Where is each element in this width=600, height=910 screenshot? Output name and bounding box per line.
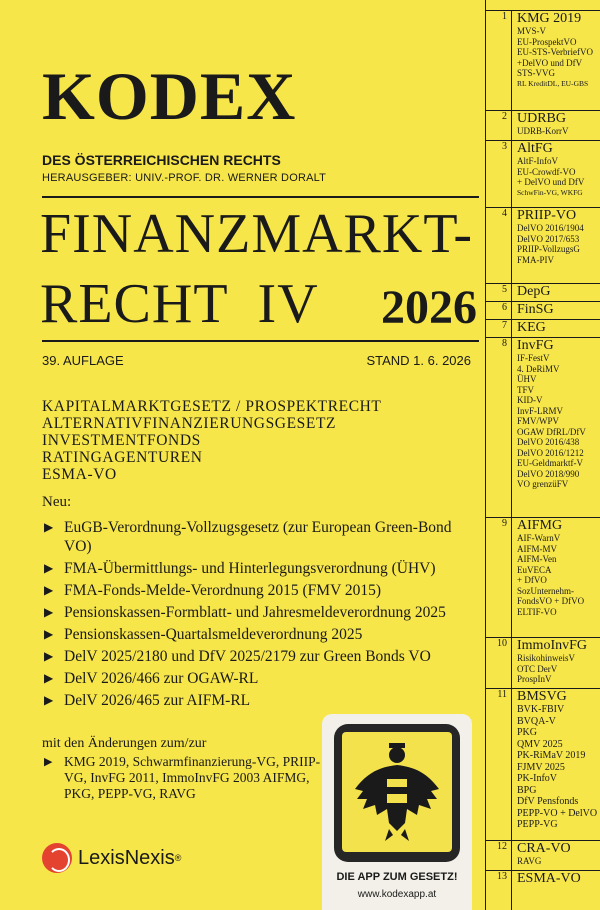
register-tab[interactable] — [486, 637, 600, 688]
new-item-text: EuGB-Verordnung-Vollzugsgesetz (zur European Green-Bond VO) — [64, 519, 452, 555]
new-item-text: Pensionskassen-Formblatt- und Jahresmeldeverordnung 2025 — [64, 604, 446, 621]
new-item-text: Pensionskassen-Quartalsmeldeverordnung 2025 — [64, 626, 363, 643]
edition: 39. AUFLAGE — [42, 353, 124, 368]
register-tab-item: OGAW DfRL/DfV — [517, 426, 586, 437]
register-tab[interactable] — [486, 840, 600, 870]
app-promo-card[interactable] — [322, 714, 472, 910]
register-tab-number: 9 — [502, 518, 507, 529]
brand-subtitle: DES ÖSTERREICHISCHEN RECHTS — [42, 152, 281, 168]
stand-date: STAND 1. 6. 2026 — [366, 353, 471, 368]
register-tab-item: DfV Pensfonds — [517, 796, 579, 807]
register-tab-title: AIFMG — [517, 518, 563, 533]
bullet-icon: ▶ — [44, 649, 54, 663]
register-tab-item: EU-Geldmarktf-V — [517, 458, 583, 468]
register-tab[interactable] — [486, 337, 600, 517]
register-tab-number: 7 — [502, 320, 507, 331]
register-tab-item: DelVO 2016/438 — [517, 437, 580, 447]
register-tab-body — [511, 841, 600, 870]
topic: KAPITALMARKTGESETZ / PROSPEKTRECHT — [42, 398, 382, 415]
register-tab-number: 5 — [502, 284, 507, 295]
publisher-logo — [42, 843, 181, 873]
editor-line: HERAUSGEBER: UNIV.-PROF. DR. WERNER DORALT — [42, 172, 327, 184]
book-title-line2: RECHT IV — [40, 273, 319, 335]
bullet-icon: ▶ — [44, 693, 54, 707]
title-rule — [42, 340, 479, 342]
new-item — [42, 691, 472, 710]
register-tab-title: KMG 2019 — [517, 11, 582, 26]
register-tab-item: STS-VVG — [517, 68, 556, 78]
register-tab-item: DelVO 2017/653 — [517, 233, 580, 244]
new-label: Neu: — [42, 494, 72, 510]
bullet-icon: ▶ — [44, 583, 54, 597]
register-tab-item: PRIIP-VollzugsG — [517, 244, 580, 254]
register-tab-item: PKG — [517, 727, 538, 738]
register-tab[interactable] — [486, 870, 600, 910]
register-tab-item: BPG — [517, 784, 537, 796]
registered-mark: ® — [174, 853, 182, 863]
new-item — [42, 647, 472, 666]
register-tab[interactable] — [486, 517, 600, 637]
bullet-icon: ▶ — [44, 605, 54, 619]
register-tab-title: FinSG — [517, 302, 554, 317]
register-tab-title: ESMA-VO — [517, 871, 581, 886]
register-tab-body — [511, 284, 600, 301]
register-tab-item: + DelVO und DfV — [517, 177, 585, 187]
register-tab[interactable] — [486, 207, 600, 283]
register-tab-item: AIFM-Ven — [517, 554, 557, 564]
topics-list — [42, 398, 382, 483]
changes-text: KMG 2019, Schwarmfinanzierung-VG, PRIIP-VG, InvFG 2011, ImmoInvFG 2003 AIFMG, PKG, PEPP-VG, RAVG — [64, 754, 321, 801]
bullet-icon: ▶ — [44, 627, 54, 641]
new-item — [42, 625, 472, 644]
app-url-link[interactable]: www.kodexapp.at — [357, 889, 437, 900]
new-item-text: FMA-Übermittlungs- und Hinterlegungsverordnung (ÜHV) — [64, 560, 436, 577]
register-tab-body — [511, 338, 600, 517]
register-tab-item: AIFM-MV — [517, 543, 558, 554]
new-item-text: FMA-Fonds-Melde-Verordnung 2015 (FMV 2015) — [64, 582, 382, 599]
register-tab-item: OTC DerV — [517, 663, 558, 674]
register-tab[interactable] — [486, 301, 600, 319]
register-tab-item: RAVG — [517, 856, 542, 866]
register-tab-item: InvF-LRMV — [517, 405, 564, 416]
register-tab[interactable] — [486, 140, 600, 207]
top-rule — [42, 196, 479, 198]
lexisnexis-logo-icon — [42, 843, 72, 873]
register-tab-item: SozUnternehm- — [517, 585, 574, 596]
register-tab-item: AltF-InfoV — [517, 156, 558, 166]
register-tab-number: 6 — [502, 302, 507, 313]
register-tab-item: EU-ProspektVO — [517, 36, 577, 47]
register-tab-body — [511, 871, 600, 910]
register-tab-item: FMV/WPV — [517, 416, 560, 426]
register-tab-title: PRIIP-VO — [517, 208, 577, 223]
register-tab-body — [511, 638, 600, 688]
register-tab-item: 4. DeRiMV — [517, 363, 560, 374]
register-tab-item: EU-Crowdf-VO — [517, 166, 576, 177]
register-tab-title: AltFG — [517, 141, 553, 156]
register-tab-item: MVS-V — [517, 26, 547, 36]
register-tab-number: 2 — [502, 111, 507, 122]
register-tab-item: + DfVO — [517, 575, 547, 585]
new-item-text: DelV 2025/2180 und DfV 2025/2179 zur Green Bonds VO — [64, 648, 431, 665]
brand-title: KODEX — [42, 58, 297, 134]
register-tab-item: RL KreditDL, EU-GBS — [517, 78, 589, 88]
register-tab-body — [511, 208, 600, 283]
register-tab-item: IF-FestV — [517, 353, 550, 363]
phone-screen — [342, 732, 452, 852]
topic: RATINGAGENTUREN — [42, 449, 203, 466]
register-tab-item: SchwFin-VG, WKFG — [517, 187, 583, 197]
register-tab-item: VO grenzüFV — [517, 479, 569, 489]
register-tab-title: DepG — [517, 284, 551, 299]
register-tab-item: EuVECA — [517, 564, 552, 575]
new-item — [42, 581, 472, 600]
register-tab-number: 10 — [497, 638, 507, 649]
register-tab-item: KID-V — [517, 395, 543, 405]
register-tab[interactable] — [486, 688, 600, 840]
register-tab-item: FJMV 2025 — [517, 761, 565, 773]
register-tab-item: RisikohinweisV — [517, 653, 576, 663]
topic: ESMA-VO — [42, 466, 117, 483]
register-tab-number: 13 — [497, 871, 507, 882]
register-tab-item: DelVO 2016/1212 — [517, 447, 584, 458]
eagle-emblem-icon — [349, 737, 445, 847]
book-title-line1: FINANZMARKT- — [40, 203, 474, 265]
register-tab-title: KEG — [517, 320, 546, 335]
register-tab[interactable] — [486, 110, 600, 140]
register-tab-body — [511, 11, 600, 110]
register-tab-title: CRA-VO — [517, 841, 571, 856]
new-item — [42, 669, 472, 688]
register-tab-item: FondsVO + DfVO — [517, 596, 585, 606]
new-item-text: DelV 2026/466 zur OGAW-RL — [64, 670, 259, 687]
register-tab-title: BMSVG — [517, 689, 567, 704]
register-tab-number: 4 — [502, 208, 507, 219]
register-tab-number: 1 — [502, 11, 507, 22]
register-tab-body — [511, 320, 600, 337]
changes-block — [42, 754, 342, 802]
register-tab-item: DelVO 2016/1904 — [517, 223, 584, 233]
register-tab-body — [511, 689, 600, 840]
register-tab[interactable] — [486, 319, 600, 337]
register-tab-item: DelVO 2018/990 — [517, 468, 580, 479]
register-tab-number: 3 — [502, 141, 507, 152]
new-item — [42, 603, 472, 622]
register-tab-item: PK-InfoV — [517, 773, 557, 784]
register-tab-item: AIF-WarnV — [517, 533, 561, 543]
register-tab[interactable] — [486, 283, 600, 301]
new-item-text: DelV 2026/465 zur AIFM-RL — [64, 692, 251, 709]
register-tab-item: TFV — [517, 384, 535, 395]
register-tab-body — [511, 111, 600, 140]
new-item — [42, 518, 472, 556]
register-tab-title: ImmoInvFG — [517, 638, 587, 653]
new-items-list — [42, 518, 472, 713]
topic: ALTERNATIVFINANZIERUNGSGESETZ — [42, 415, 337, 432]
bullet-icon: ▶ — [44, 671, 54, 685]
register-tab-item: +DelVO und DfV — [517, 57, 583, 68]
bullet-icon: ▶ — [44, 561, 54, 575]
bullet-icon: ▶ — [44, 756, 53, 768]
book-year: 2026 — [381, 281, 477, 334]
register-tab-item: BVQA-V — [517, 715, 556, 727]
register-tab-body — [511, 518, 600, 637]
register-tab-item: FMA-PIV — [517, 254, 555, 265]
register-tab-item: ProspInV — [517, 674, 552, 684]
register-tab-item: BVK-FBIV — [517, 704, 565, 715]
register-tab-item: ÜHV — [517, 374, 537, 384]
register-tab-number: 11 — [497, 689, 507, 700]
topic: INVESTMENTFONDS — [42, 432, 201, 449]
changes-label: mit den Änderungen zum/zur — [42, 736, 207, 751]
register-tab-item: ELTIF-VO — [517, 606, 557, 617]
register-spine — [485, 0, 600, 910]
register-tab[interactable] — [486, 10, 600, 110]
new-item — [42, 559, 472, 578]
app-title: DIE APP ZUM GESETZ! — [336, 871, 458, 883]
register-tab-item: EU-STS-VerbriefVO — [517, 47, 593, 57]
phone-image — [334, 724, 460, 862]
register-tab-item: PEPP-VG — [517, 819, 558, 830]
register-tab-item: UDRB-KorrV — [517, 126, 569, 136]
publisher-name: LexisNexis — [78, 846, 175, 869]
register-tab-item: PEPP-VO + DelVO — [517, 807, 598, 819]
register-tab-item: QMV 2025 — [517, 738, 563, 750]
register-tab-item: PK-RiMaV 2019 — [517, 750, 586, 761]
register-tab-number: 8 — [502, 338, 507, 349]
bullet-icon: ▶ — [44, 520, 54, 534]
register-tab-title: InvFG — [517, 338, 554, 353]
register-tab-title: UDRBG — [517, 111, 567, 126]
register-tab-body — [511, 141, 600, 207]
register-tab-number: 12 — [497, 841, 507, 852]
register-tab-body — [511, 302, 600, 319]
